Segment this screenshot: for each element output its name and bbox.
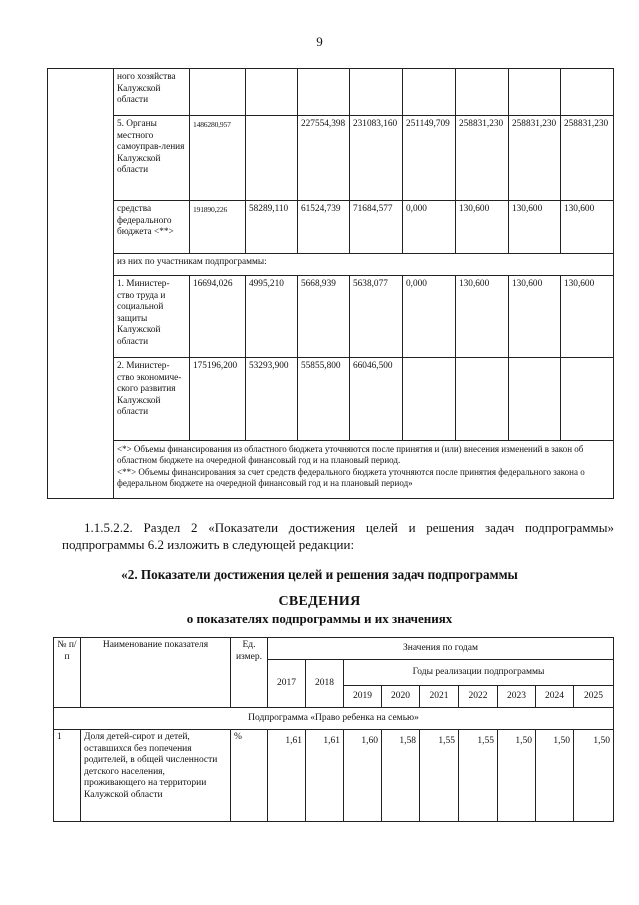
indicator-value: 1,55	[420, 730, 459, 822]
funding-row: 1. Министер-ство труда и социальной защиты Калужской области 16694,026 4995,210 5668,939 5638,077 0,000 130,600 130,600 130,600	[48, 276, 614, 358]
indicator-name: Доля детей-сирот и детей, оставшихся без попечения родителей, в общей численности детского населения, проживающего на территории Калужской области	[81, 730, 231, 822]
indicator-value: 1,55	[459, 730, 498, 822]
funding-row-label: средства федерального бюджета <**>	[114, 201, 190, 254]
funding-table	[47, 68, 614, 499]
header-year: 2024	[536, 686, 574, 708]
funding-left-col	[48, 69, 114, 499]
section-title: «2. Показатели достижения целей и решения задач подпрограммы	[121, 567, 518, 582]
funding-row-label: 2. Министер-ство экономиче-ского развития Калужской области	[114, 358, 190, 441]
header-year: 2017	[268, 660, 306, 708]
funding-row	[48, 69, 614, 116]
svedeniya-subtitle: о показателях подпрограммы и их значениях	[186, 611, 453, 626]
indicators-header-row	[54, 638, 614, 660]
indicators-table	[53, 637, 614, 822]
indicator-value: 1,61	[268, 730, 306, 822]
funding-row-label: ного хозяйства Калужской области	[114, 69, 190, 116]
funding-row-label: 1. Министер-ство труда и социальной защиты Калужской области	[114, 276, 190, 358]
header-unit: Ед. измер.	[231, 638, 268, 708]
indicator-value: 1,50	[536, 730, 574, 822]
indicator-value: 1,58	[382, 730, 420, 822]
header-years-impl: Годы реализации подпрограммы	[344, 660, 614, 686]
funding-notes-row	[48, 441, 614, 499]
header-year: 2019	[344, 686, 382, 708]
indicator-value: 1,60	[344, 730, 382, 822]
funding-participants-row: из них по участникам подпрограммы:	[48, 254, 614, 276]
header-year: 2025	[574, 686, 614, 708]
funding-row-label: 5. Органы местного самоуправ-ления Калужской области	[114, 116, 190, 201]
funding-row: 5. Органы местного самоуправ-ления Калужской области 1486280,957 227554,398 231083,160 251149,709 258831,230 258831,230 258831,230	[48, 116, 614, 201]
header-name: Наименование показателя	[81, 638, 231, 708]
subprogram-title: Подпрограмма «Право ребенка на семью»	[54, 708, 614, 730]
header-num: № п/п	[54, 638, 81, 708]
indicator-num: 1	[54, 730, 81, 822]
funding-row: средства федерального бюджета <**> 191890,226 58289,110 61524,739 71684,577 0,000 130,600 130,600 130,600	[48, 201, 614, 254]
header-year: 2020	[382, 686, 420, 708]
header-year: 2022	[459, 686, 498, 708]
indicator-row	[54, 730, 614, 822]
funding-note-2: <**> Объемы финансирования за счет средств федерального бюджета уточняются после принятия федерального закона о федеральном бюджете на очередной финансовый год и на плановый период»	[117, 466, 585, 488]
header-year: 2023	[498, 686, 536, 708]
funding-row: 2. Министер-ство экономиче-ского развития Калужской области 175196,200 53293,900 55855,800 66046,500	[48, 358, 614, 441]
indicator-unit: %	[231, 730, 268, 822]
amendment-paragraph: 1.1.5.2.2. Раздел 2 «Показатели достижения целей и решения задач подпрограммы» подпрограммы 6.2 изложить в следующей редакции:	[62, 520, 614, 552]
indicator-value: 1,50	[498, 730, 536, 822]
indicator-value: 1,50	[574, 730, 614, 822]
subprogram-row	[54, 708, 614, 730]
funding-note-1: <*> Объемы финансирования из областного бюджета уточняются после принятия и (или) внесения изменений в закон об областном бюджете на очередной финансовый год и на плановый период.	[117, 444, 584, 466]
header-year: 2021	[420, 686, 459, 708]
indicator-value: 1,61	[306, 730, 344, 822]
header-values: Значения по годам	[268, 638, 614, 660]
svedeniya-title: СВЕДЕНИЯ	[278, 594, 361, 609]
header-year: 2018	[306, 660, 344, 708]
page-number: 9	[316, 34, 323, 49]
